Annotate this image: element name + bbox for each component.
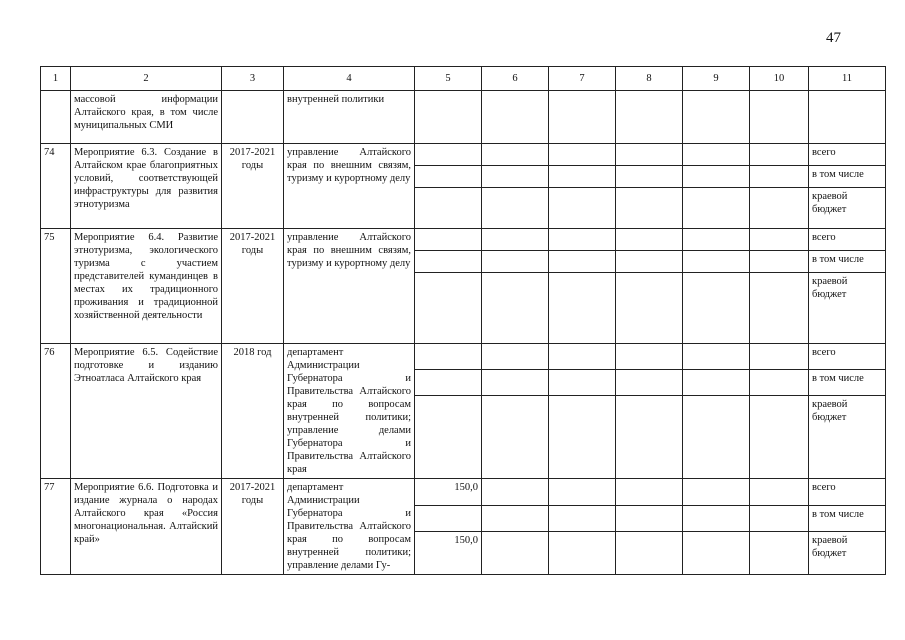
executor: внутренней политики <box>284 91 415 144</box>
value-cell <box>415 166 482 188</box>
row-number <box>41 91 71 144</box>
value-cell <box>549 144 616 166</box>
executor: департамент Администрации Губернатора и Правительства Алтайского края по вопросам внутренней политики; управление делами Гу- <box>284 479 415 575</box>
value-cell <box>616 273 683 344</box>
value-cell <box>616 188 683 229</box>
value-cell <box>616 251 683 273</box>
activity-name: массовой информации Алтайского края, в том числе муниципальных СМИ <box>71 91 222 144</box>
header-cell: 7 <box>549 67 616 91</box>
value-cell <box>415 144 482 166</box>
table-row <box>41 344 886 370</box>
value-cell <box>683 369 750 395</box>
period: 2017-2021 годы <box>222 229 284 344</box>
source-cell: в том числе <box>809 505 886 532</box>
value-cell <box>482 251 549 273</box>
value-cell <box>549 229 616 251</box>
value-cell <box>482 144 549 166</box>
value-cell <box>683 273 750 344</box>
value-cell <box>482 479 549 506</box>
source-cell: краевой бюджет <box>809 532 886 575</box>
table-row-continuation <box>41 91 886 144</box>
value-cell <box>415 229 482 251</box>
header-row <box>41 67 886 91</box>
period: 2017-2021 годы <box>222 479 284 575</box>
value-cell <box>683 395 750 478</box>
value-cell <box>750 369 809 395</box>
value-cell <box>683 505 750 532</box>
value-cell: 150,0 <box>415 532 482 575</box>
activity-name: Мероприятие 6.3. Создание в Алтайском крае благоприятных условий, соответствующей инфраструктуры для развития этнотуризма <box>71 144 222 229</box>
value-cell <box>616 395 683 478</box>
value-cell <box>683 144 750 166</box>
row-number: 74 <box>41 144 71 229</box>
row-number: 75 <box>41 229 71 344</box>
period: 2017-2021 годы <box>222 144 284 229</box>
value-cell <box>482 369 549 395</box>
value-cell <box>616 91 683 144</box>
activity-name: Мероприятие 6.6. Подготовка и издание журнала о народах Алтайского края «Россия многонациональная. Алтайский край» <box>71 479 222 575</box>
value-cell <box>750 188 809 229</box>
value-cell <box>683 166 750 188</box>
value-cell <box>616 532 683 575</box>
executor: управление Алтайского края по внешним связям, туризму и курортному делу <box>284 229 415 344</box>
value-cell <box>482 91 549 144</box>
value-cell <box>549 369 616 395</box>
value-cell <box>616 229 683 251</box>
value-cell <box>482 273 549 344</box>
header-cell: 3 <box>222 67 284 91</box>
source-cell: в том числе <box>809 166 886 188</box>
value-cell <box>683 532 750 575</box>
value-cell <box>616 344 683 370</box>
value-cell <box>683 229 750 251</box>
header-cell: 1 <box>41 67 71 91</box>
header-cell: 11 <box>809 67 886 91</box>
value-cell <box>482 166 549 188</box>
value-cell <box>750 144 809 166</box>
header-cell: 10 <box>750 67 809 91</box>
value-cell <box>616 166 683 188</box>
period <box>222 91 284 144</box>
value-cell <box>750 251 809 273</box>
table-row <box>41 229 886 251</box>
value-cell <box>482 532 549 575</box>
value-cell <box>616 144 683 166</box>
value-cell <box>750 505 809 532</box>
row-number: 76 <box>41 344 71 479</box>
value-cell <box>683 91 750 144</box>
table-row <box>41 479 886 506</box>
value-cell <box>549 251 616 273</box>
value-cell <box>750 532 809 575</box>
value-cell <box>683 479 750 506</box>
header-cell: 8 <box>616 67 683 91</box>
value-cell <box>750 395 809 478</box>
header-cell: 6 <box>482 67 549 91</box>
value-cell <box>549 532 616 575</box>
value-cell <box>616 369 683 395</box>
period: 2018 год <box>222 344 284 479</box>
value-cell <box>415 369 482 395</box>
value-cell <box>482 229 549 251</box>
value-cell <box>549 273 616 344</box>
value-cell <box>415 344 482 370</box>
value-cell <box>549 505 616 532</box>
value-cell <box>750 166 809 188</box>
value-cell <box>683 188 750 229</box>
value-cell <box>616 505 683 532</box>
header-cell: 4 <box>284 67 415 91</box>
source-cell: всего <box>809 344 886 370</box>
source-cell: краевой бюджет <box>809 273 886 344</box>
table-row <box>41 144 886 166</box>
activity-name: Мероприятие 6.5. Содействие подготовке и изданию Этноатласа Алтайского края <box>71 344 222 479</box>
value-cell <box>415 188 482 229</box>
value-cell <box>415 395 482 478</box>
source-cell: краевой бюджет <box>809 395 886 478</box>
header-cell: 9 <box>683 67 750 91</box>
value-cell <box>549 188 616 229</box>
value-cell <box>482 344 549 370</box>
activity-name: Мероприятие 6.4. Развитие этнотуризма, экологического туризма с участием представителей кумандинцев в местах их традиционного проживания и традиционной хозяйственной деятельности <box>71 229 222 344</box>
program-table <box>40 66 886 575</box>
value-cell <box>482 395 549 478</box>
source-cell <box>809 91 886 144</box>
value-cell <box>549 91 616 144</box>
value-cell <box>616 479 683 506</box>
value-cell <box>415 273 482 344</box>
value-cell <box>415 251 482 273</box>
value-cell <box>415 505 482 532</box>
value-cell <box>549 166 616 188</box>
source-cell: в том числе <box>809 369 886 395</box>
source-cell: всего <box>809 229 886 251</box>
source-cell: в том числе <box>809 251 886 273</box>
value-cell <box>482 188 549 229</box>
value-cell <box>750 479 809 506</box>
value-cell <box>549 395 616 478</box>
executor: управление Алтайского края по внешним связям, туризму и курортному делу <box>284 144 415 229</box>
row-number: 77 <box>41 479 71 575</box>
value-cell <box>750 344 809 370</box>
value-cell <box>683 251 750 273</box>
page-number: 47 <box>826 30 841 46</box>
source-cell: всего <box>809 479 886 506</box>
header-cell: 2 <box>71 67 222 91</box>
value-cell <box>415 91 482 144</box>
source-cell: краевой бюджет <box>809 188 886 229</box>
header-cell: 5 <box>415 67 482 91</box>
executor: департамент Администрации Губернатора и Правительства Алтайского края по вопросам внутренней политики; управление делами Губернатора и Правительства Алтайского края <box>284 344 415 479</box>
value-cell <box>750 229 809 251</box>
value-cell <box>750 273 809 344</box>
value-cell: 150,0 <box>415 479 482 506</box>
value-cell <box>750 91 809 144</box>
value-cell <box>683 344 750 370</box>
value-cell <box>482 505 549 532</box>
source-cell: всего <box>809 144 886 166</box>
value-cell <box>549 479 616 506</box>
value-cell <box>549 344 616 370</box>
